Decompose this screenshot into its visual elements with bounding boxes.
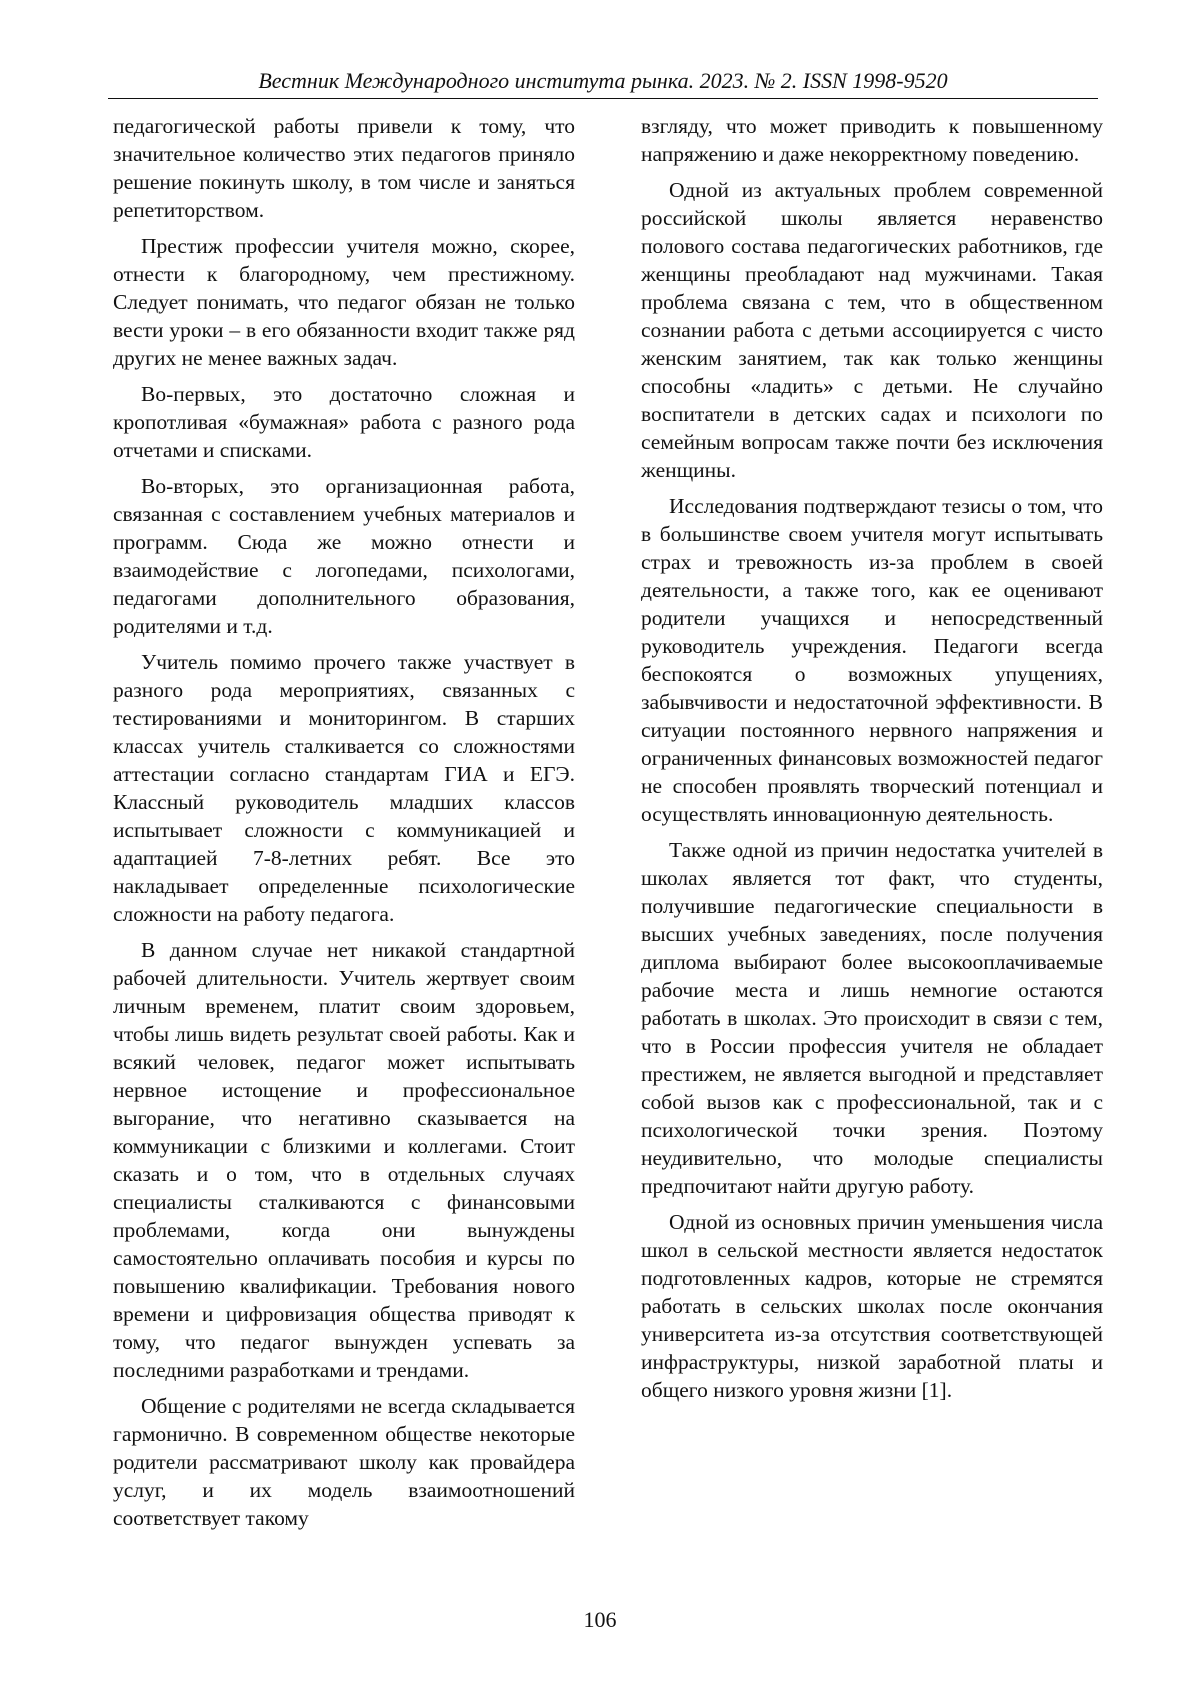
paragraph: Учитель помимо прочего также участвует в разного рода мероприятиях, связанных с тестированиями и мониторингом. В старших классах учитель сталкивается со сложностями аттестации согласно стандартам ГИА и ЕГЭ. Классный руководитель младших классов испытывает сложности с коммуникацией и адаптацией 7-8-летних ребят. Все это накладывает определенные психологические сложности на работу педагога. (113, 650, 575, 926)
paragraph: Во-первых, это достаточно сложная и кропотливая «бумажная» работа с разного рода отчетами и списками. (113, 382, 575, 462)
paragraph: Одной из актуальных проблем современной российской школы является неравенство полового состава педагогических работников, где женщины преобладают над мужчинами. Такая проблема связана с тем, что в общественном сознании работа с детьми ассоциируется с чисто женским занятием, так как только женщины способны «ладить» с детьми. Не случайно воспитатели в детских садах и психологи по семейным вопросам также почти без исключения женщины. (641, 178, 1103, 482)
paragraph: Одной из основных причин уменьшения числа школ в сельской местности является недостаток подготовленных кадров, которые не стремятся работать в сельских школах после окончания университета из-за отсутствия соответствующей инфраструктуры, низкой заработной платы и общего низкого уровня жизни [1]. (641, 1210, 1103, 1402)
page-number: 106 (583, 1607, 617, 1632)
journal-line: Вестник Международного института рынка. 2023. № 2. ISSN 1998-9520 (258, 68, 948, 93)
paragraph: Общение с родителями не всегда складывается гармонично. В современном обществе некоторые родители рассматривают школу как провайдера услуг, и их модель взаимоотношений соответствует такому (113, 1394, 575, 1530)
paragraph: Престиж профессии учителя можно, скорее, отнести к благородному, чем престижному. Следует понимать, что педагог обязан не только вести уроки – в его обязанности входит также ряд других не менее важных задач. (113, 234, 575, 370)
paragraph: В данном случае нет никакой стандартной рабочей длительности. Учитель жертвует своим личным временем, платит своим здоровьем, чтобы лишь видеть результат своей работы. Как и всякий человек, педагог может испытывать нервное истощение и профессиональное выгорание, что негативно сказывается на коммуникации с близкими и коллегами. Стоит сказать и о том, что в отдельных случаях специалисты сталкиваются с финансовыми проблемами, когда они вынуждены самостоятельно оплачивать пособия и курсы по повышению квалификации. Требования нового времени и цифровизация общества приводят к тому, что педагог вынужден успевать за последними разработками и трендами. (113, 938, 575, 1382)
paragraph: Исследования подтверждают тезисы о том, что в большинстве своем учителя могут испытывать страх и тревожность из-за проблем в своей деятельности, а также того, как ее оценивают родители учащихся и непосредственный руководитель учреждения. Педагоги всегда беспокоятся о возможных упущениях, забывчивости и недостаточной эффективности. В ситуации постоянного нервного напряжения и ограниченных финансовых возможностей педагог не способен проявлять творческий потенциал и осуществлять инновационную деятельность. (641, 494, 1103, 826)
paragraph: Также одной из причин недостатка учителей в школах является тот факт, что студенты, получившие педагогические специальности в высших учебных заведениях, после получения диплома выбирают более высокооплачиваемые рабочие места и лишь немногие остаются работать в школах. Это происходит в связи с тем, что в России профессия учителя не обладает престижем, не является выгодной и представляет собой вызов как с профессиональной, так и с психологической точки зрения. Поэтому неудивительно, что молодые специалисты предпочитают найти другую работу. (641, 838, 1103, 1198)
right-column (641, 112, 1103, 1412)
paragraph: Во-вторых, это организационная работа, связанная с составлением учебных материалов и программ. Сюда же можно отнести и взаимодействие с логопедами, психологами, педагогами дополнительного образования, родителями и т.д. (113, 474, 575, 638)
paragraph: педагогической работы привели к тому, что значительное количество этих педагогов приняло решение покинуть школу, в том числе и заняться репетиторством. (113, 114, 575, 222)
left-column (113, 112, 575, 1540)
paragraph: взгляду, что может приводить к повышенному напряжению и даже некорректному поведению. (641, 114, 1103, 166)
journal-header (108, 68, 1098, 99)
